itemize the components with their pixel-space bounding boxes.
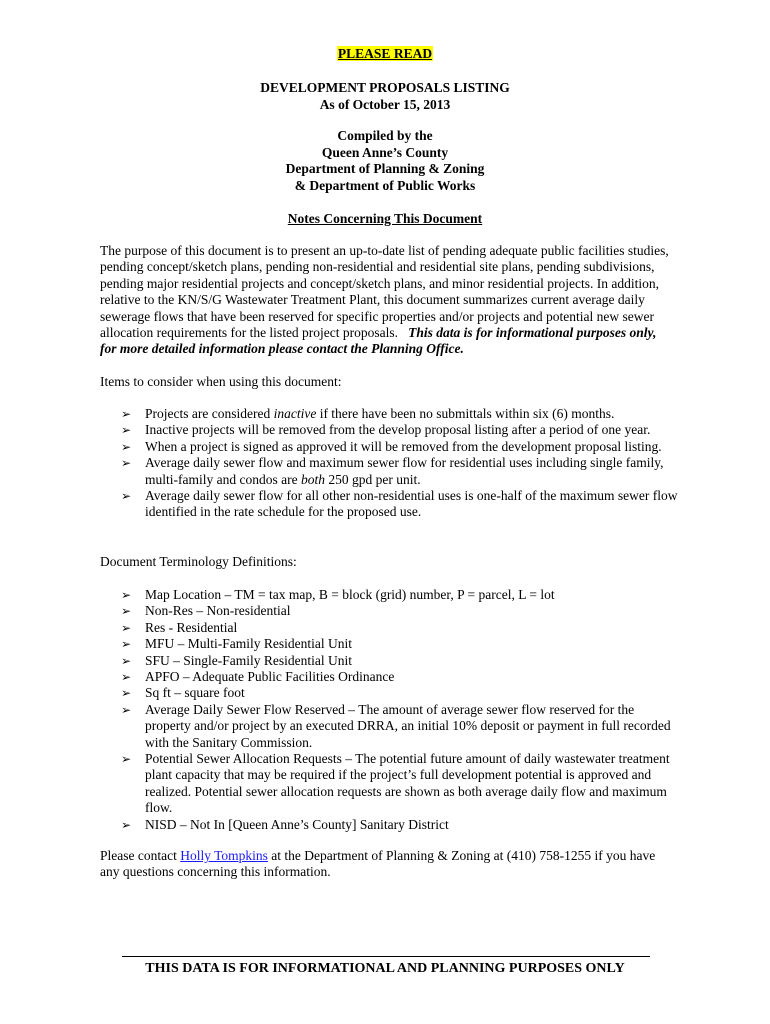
footer-disclaimer: THIS DATA IS FOR INFORMATIONAL AND PLANNING PURPOSES ONLY [145,961,625,976]
arrow-bullet-icon: ➢ [121,588,132,602]
purpose-text: The purpose of this document is to present an up-to-date list of pending adequate public facilities studies, pending concept/sketch plans, pending non-residential and residential site plans, pending subdivisions, pending major residential projects and concept/sketch plans, and minor residential projects. In addition, relative to the KN/S/G Wastewater Treatment Plant, this document summarizes current average daily sewerage flows that have been reserved for specific properties and/or projects and potential new sewer allocation requirements for the listed project proposals. [100,243,669,341]
list-item [118,817,678,833]
term-text: SFU – Single-Family Residential Unit [145,652,353,668]
list-item [118,439,678,455]
list-item [118,751,678,817]
list-item [118,587,678,603]
list-item [118,620,678,636]
please-read-banner [0,46,770,62]
list-item [118,455,678,488]
arrow-bullet-icon: ➢ [121,752,132,767]
arrow-bullet-icon: ➢ [121,439,132,454]
notes-heading: Notes Concerning This Document [287,211,483,226]
compiled-by-block [0,128,770,194]
terms-list [118,587,678,833]
list-item [118,406,678,422]
contact-link[interactable]: Holly Tompkins [180,848,268,863]
list-item [118,603,678,619]
item-text: Average daily sewer flow for all other non-residential uses is one-half of the maximum sewer flow identified in the rate schedule for the proposed use. [145,488,678,520]
list-item [118,653,678,669]
arrow-bullet-icon: ➢ [121,489,132,504]
please-read-label: PLEASE READ [337,46,433,61]
compiled-line: Department of Planning & Zoning [285,161,485,176]
purpose-paragraph [100,243,670,358]
purpose-emphasis: This data is for informational purposes only, for more detailed information please contact the Planning Office. [100,325,657,357]
item-text: When a project is signed as approved it will be removed from the development proposal listing. [145,438,662,454]
contact-text: at the Department of Planning & Zoning at (410) 758-1255 if you have any questions concerning this information. [100,848,656,880]
arrow-bullet-icon: ➢ [121,702,132,717]
term-text: Map Location – TM = tax map, B = block (grid) number, P = parcel, L = lot [145,587,555,602]
term-text: Res - Residential [145,619,238,635]
compiled-line: & Department of Public Works [294,177,476,193]
item-emphasis: inactive [273,406,317,421]
term-text: Non-Res – Non-residential [145,603,291,619]
item-emphasis: both [300,471,325,487]
item-text: 250 gpd per unit. [324,471,421,487]
arrow-bullet-icon: ➢ [121,637,132,652]
title-line-1: DEVELOPMENT PROPOSALS LISTING [260,80,510,95]
document-title [0,80,770,113]
item-text: Average daily sewer flow and maximum sewer flow for residential uses including single family, multi-family and condos are [145,455,664,487]
arrow-bullet-icon: ➢ [121,423,132,438]
item-text: Projects are considered [145,406,274,421]
arrow-bullet-icon: ➢ [121,407,132,421]
term-text: Sq ft – square foot [145,685,245,701]
compiled-line: Compiled by the [337,128,433,143]
arrow-bullet-icon: ➢ [121,653,132,668]
arrow-bullet-icon: ➢ [121,456,132,471]
arrow-bullet-icon: ➢ [121,817,132,832]
arrow-bullet-icon: ➢ [121,686,132,701]
list-item [118,702,678,751]
title-date: As of October 15, 2013 [319,96,451,112]
term-text: APFO – Adequate Public Facilities Ordinance [145,669,395,685]
term-text: MFU – Multi-Family Residential Unit [145,636,353,652]
compiled-line: Queen Anne’s County [321,144,449,160]
term-text: NISD – Not In [Queen Anne’s County] Sanitary District [145,816,449,832]
items-list [118,406,678,521]
item-text: Inactive projects will be removed from the develop proposal listing after a period of one year. [145,422,651,438]
footer-divider [122,956,650,957]
contact-paragraph [100,848,670,881]
arrow-bullet-icon: ➢ [121,620,132,635]
arrow-bullet-icon: ➢ [121,670,132,685]
term-text: Average Daily Sewer Flow Reserved – The amount of average sewer flow reserved for the property and/or project by an executed DRRA, an initial 10% deposit or payment in full recorded with the Sanitary Commission. [145,701,671,750]
list-item [118,422,678,438]
item-text: if there have been no submittals within six (6) months. [316,406,615,421]
term-text: Potential Sewer Allocation Requests – The potential future amount of daily wastewater treatment plant capacity that may be required if the project’s full development potential is approved and realized. Potential sewer allocation requests are shown as both average daily flow and maximum flow. [145,751,670,816]
items-intro: Items to consider when using this document: [100,374,342,389]
terms-intro: Document Terminology Definitions: [100,554,297,569]
list-item [118,669,678,685]
list-item [118,636,678,652]
contact-text: Please contact [100,848,181,863]
arrow-bullet-icon: ➢ [121,604,132,619]
list-item [118,488,678,521]
list-item [118,685,678,701]
